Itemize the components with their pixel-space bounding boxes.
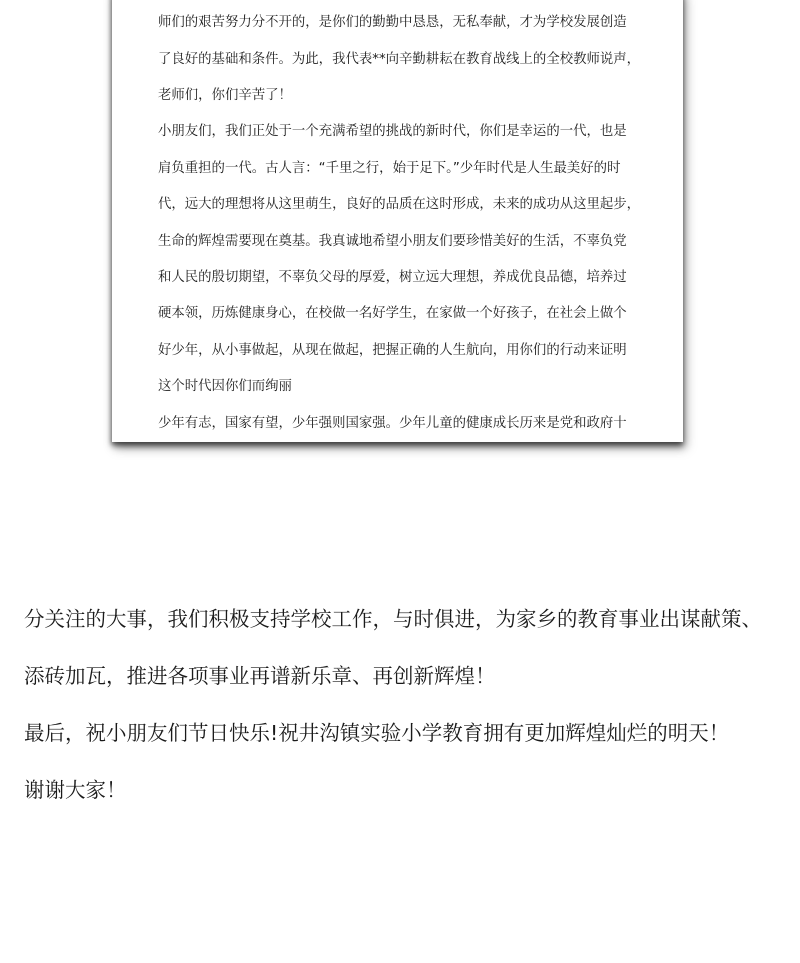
doc-line-3: 了良好的基础和条件。为此，我代表**向辛勤耕耘在教育战线上的全校教师说声， bbox=[158, 52, 641, 67]
doc-line-4: 老师们，你们辛苦了！ bbox=[158, 88, 292, 103]
doc-line-10: 硬本领，历炼健康身心，在校做一名好学生，在家做一个好孩子，在社会上做个 bbox=[158, 306, 627, 321]
continuation-line-4: 谢谢大家！ bbox=[24, 778, 127, 802]
doc-line-13: 少年有志，国家有望，少年强则国家强。少年儿童的健康成长历来是党和政府十 bbox=[158, 416, 627, 431]
doc-line-2: 师们的艰苦努力分不开的，是你们的勤勤中恳恳，无私奉献，才为学校发展创造 bbox=[158, 15, 627, 30]
doc-line-12: 这个时代因你们而绚丽 bbox=[158, 379, 292, 394]
continuation-line-2: 添砖加瓦，推进各项事业再谱新乐章、再创新辉煌！ bbox=[24, 664, 496, 688]
continuation-line-3: 最后，祝小朋友们节日快乐!祝井沟镇实验小学教育拥有更加辉煌灿烂的明天！ bbox=[24, 721, 730, 745]
doc-line-9: 和人民的殷切期望，不辜负父母的厚爱，树立远大理想，养成优良品德，培养过 bbox=[158, 270, 627, 285]
doc-line-5: 小朋友们，我们正处于一个充满希望的挑战的新时代，你们是幸运的一代，也是 bbox=[158, 124, 627, 139]
doc-line-8: 生命的辉煌需要现在奠基。我真诚地希望小朋友们要珍惜美好的生活，不辜负党 bbox=[158, 234, 627, 249]
doc-line-11: 好少年，从小事做起，从现在做起，把握正确的人生航向，用你们的行动来证明 bbox=[158, 343, 627, 358]
document-page-preview bbox=[112, 0, 683, 442]
doc-line-6: 肩负重担的一代。古人言：“千里之行，始于足下。”少年时代是人生最美好的时 bbox=[158, 161, 621, 176]
continuation-line-1: 分关注的大事，我们积极支持学校工作，与时俱进，为家乡的教育事业出谋献策、 bbox=[24, 607, 762, 631]
doc-line-7: 代，远大的理想将从这里萌生，良好的品质在这时形成，未来的成功从这里起步， bbox=[158, 197, 641, 212]
